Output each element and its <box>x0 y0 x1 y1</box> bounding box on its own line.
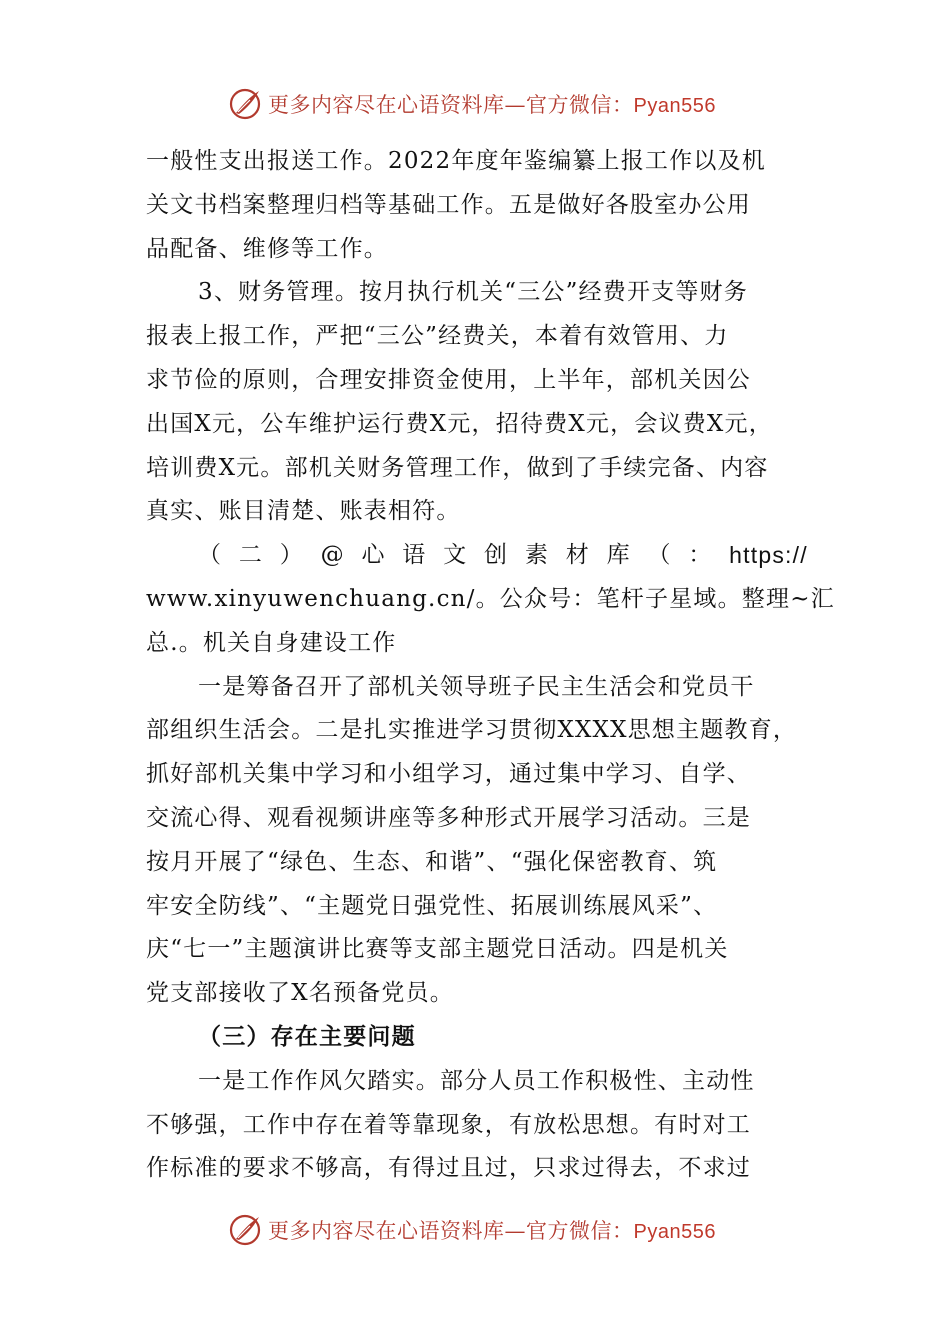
text-line: 一是筹备召开了部机关领导班子民主生活会和党员干 <box>198 673 755 700</box>
text-line: www.xinyuwenchuang.cn/。公众号：笔杆子星域。整理~汇 <box>146 585 835 612</box>
text-line: 抓好部机关集中学习和小组学习，通过集中学习、自学、 <box>146 761 751 788</box>
text-line: 部组织生活会。二是扎实推进学习贯彻XXXX思想主题教育， <box>146 717 798 744</box>
text-line: 求节俭的原则，合理安排资金使用，上半年，部机关因公 <box>146 366 751 393</box>
text-line: 报表上报工作，严把“三公”经费关，本着有效管用、力 <box>146 323 729 350</box>
text-line: 一般性支出报送工作。2022年度年鉴编纂上报工作以及机 <box>146 148 766 174</box>
text-line: 3、财务管理。按月执行机关“三公”经费开支等财务 <box>198 279 748 306</box>
watermark-text: 更多内容尽在心语资料库—官方微信：Pyan556 <box>268 93 716 117</box>
section-heading: （三）存在主要问题 <box>198 1023 416 1050</box>
quill-logo-icon <box>228 1212 264 1248</box>
text-line: 总.。机关自身建设工作 <box>146 629 397 656</box>
document-body <box>146 140 835 1191</box>
text-line: 交流心得、观看视频讲座等多种形式开展学习活动。三是 <box>146 804 751 831</box>
text-line: 庆“七一”主题演讲比赛等支部主题党日活动。四是机关 <box>146 936 729 963</box>
footer-watermark <box>228 1208 748 1252</box>
watermark-text: 更多内容尽在心语资料库—官方微信：Pyan556 <box>268 1219 716 1243</box>
quill-logo-icon <box>228 86 264 122</box>
text-line: 关文书档案整理归档等基础工作。五是做好各股室办公用 <box>146 191 751 218</box>
text-line: 出国X元，公车维护运行费X元，招待费X元，会议费X元， <box>146 410 773 437</box>
text-line: 品配备、维修等工作。 <box>146 235 388 262</box>
header-watermark <box>228 82 748 126</box>
text-line: 不够强，工作中存在着等靠现象，有放松思想。有时对工 <box>146 1111 751 1138</box>
text-line: 按月开展了“绿色、生态、和谐”、“强化保密教育、筑 <box>146 848 718 875</box>
text-line: 牢安全防线”、“主题党日强党性、拓展训练展风采”、 <box>146 892 718 919</box>
text-line: 作标准的要求不够高，有得过且过，只求过得去，不求过 <box>146 1155 751 1182</box>
text-line: 一是工作作风欠踏实。部分人员工作积极性、主动性 <box>198 1067 755 1094</box>
url-fragment: https:// <box>729 542 808 569</box>
text-line: 党支部接收了X名预备党员。 <box>146 980 454 1007</box>
text-line: 真实、账目清楚、账表相符。 <box>146 498 461 525</box>
section-heading-line: （ 二 ） @ 心 语 文 创 素 材 库 （ ： https:// <box>146 534 808 578</box>
text-line: 培训费X元。部机关财务管理工作，做到了手续完备、内容 <box>146 454 769 481</box>
